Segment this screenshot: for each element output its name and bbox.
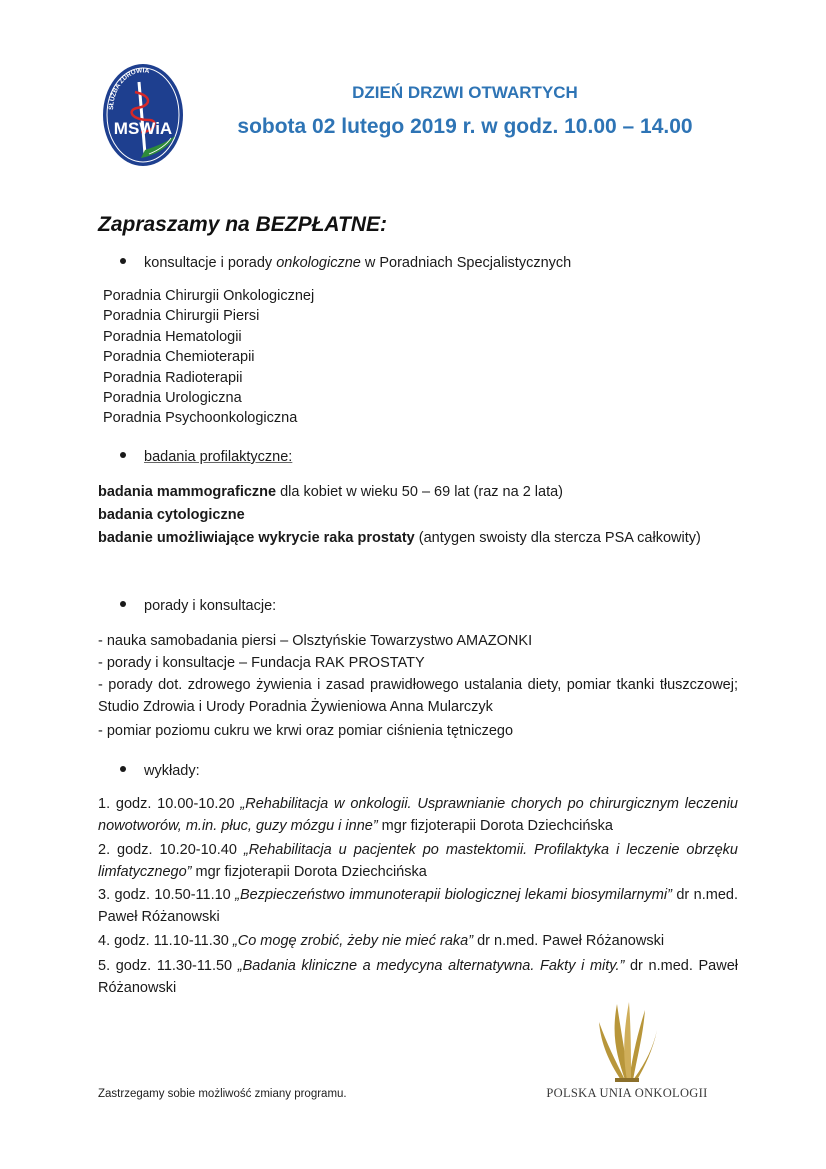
bullet-lectures xyxy=(120,763,200,779)
bullet-text: porady i konsultacje: xyxy=(144,598,277,614)
clinic-item: Poradnia Hematologii xyxy=(103,328,242,345)
flame-logo-icon xyxy=(537,996,717,1084)
bullet-consultations xyxy=(120,255,571,271)
screening-mammography xyxy=(98,481,738,503)
lecture-time: 5. godz. 11.30-11.50 xyxy=(98,958,238,974)
puo-caption: POLSKA UNIA ONKOLOGII xyxy=(546,1086,708,1100)
lecture-title: „Bezpieczeństwo immunoterapii biologicznej lekami biosymilarnymi” xyxy=(235,887,672,903)
advice-item: - nauka samobadania piersi – Olsztyńskie Towarzystwo AMAZONKI xyxy=(98,633,533,649)
bullet-emphasis: onkologiczne xyxy=(276,255,361,271)
lecture-speaker: dr n.med. Paweł Różanowski xyxy=(98,958,738,996)
clinic-item: Poradnia Chirurgii Piersi xyxy=(103,308,260,325)
screening-name: badania mammograficzne xyxy=(98,484,277,500)
screening-cytology xyxy=(98,504,738,526)
lecture-title: „Co mogę zrobić, żeby nie mieć raka” xyxy=(232,933,474,949)
event-title: DZIEŃ DRZWI OTWARTYCH xyxy=(352,83,578,102)
screening-prostate xyxy=(98,527,738,549)
lecture-time: 3. godz. 10.50-11.10 xyxy=(98,887,236,903)
lecture-item xyxy=(98,884,738,928)
clinic-item: Poradnia Chemioterapii xyxy=(103,349,255,366)
bullet-dot-icon xyxy=(120,258,126,264)
bullet-dot-icon xyxy=(120,452,126,458)
lecture-time: 2. godz. 10.20-10.40 xyxy=(98,842,244,858)
bullet-text: konsultacje i porady xyxy=(144,255,277,271)
clinic-item: Poradnia Urologiczna xyxy=(103,390,242,407)
lecture-title: „Rehabilitacja u pacjentek po mastektomii. Profilaktyka i leczenie obrzęku limfatycznego” xyxy=(98,842,738,880)
mswia-emblem-icon xyxy=(101,62,185,168)
footer-note: Zastrzegamy sobie możliwość zmiany programu. xyxy=(98,1088,347,1100)
lecture-time: 4. godz. 11.10-11.30 xyxy=(98,933,233,949)
clinic-item: Poradnia Psychoonkologiczna xyxy=(103,410,298,427)
lecture-item xyxy=(98,839,738,883)
screening-name: badania cytologiczne xyxy=(98,507,245,523)
lecture-speaker: mgr fizjoterapii Dorota Dziechcińska xyxy=(191,864,427,880)
logo-brand-text: MSWiA xyxy=(113,119,173,138)
puo-logo xyxy=(537,996,717,1108)
lecture-item xyxy=(98,955,738,999)
lecture-time: 1. godz. 10.00-10.20 xyxy=(98,796,241,812)
invitation-heading: Zapraszamy na BEZPŁATNE: xyxy=(98,213,388,236)
advice-item: - porady dot. zdrowego żywienia i zasad prawidłowego ustalania diety, pomiar tkanki tłuszczowej; Studio Zdrowia i Urody Poradnia Żywieniowa Anna Mularczyk xyxy=(98,677,738,715)
bullet-dot-icon xyxy=(120,766,126,772)
lecture-speaker: dr n.med. Paweł Różanowski xyxy=(473,933,665,949)
lecture-title: „Rehabilitacja w onkologii. Usprawnianie chorych po chirurgicznym leczeniu nowotworów, m.in. płuc, guzy mózgu i inne” xyxy=(98,796,738,834)
event-date: sobota 02 lutego 2019 r. w godz. 10.00 – 14.00 xyxy=(237,115,693,138)
screening-detail: dla kobiet w wieku 50 – 69 lat (raz na 2 lata) xyxy=(276,484,564,500)
clinic-item: Poradnia Chirurgii Onkologicznej xyxy=(103,288,315,304)
bullet-advice xyxy=(120,598,276,614)
screening-detail: (antygen swoisty dla stercza PSA całkowity) xyxy=(414,530,701,546)
lecture-item xyxy=(98,930,738,952)
screening-name: badanie umożliwiające wykrycie raka prostaty xyxy=(98,530,415,546)
clinic-list xyxy=(103,286,314,429)
lecture-speaker: mgr fizjoterapii Dorota Dziechcińska xyxy=(377,818,613,834)
bullet-screenings xyxy=(120,449,292,465)
bullet-text: wykłady: xyxy=(144,763,200,779)
clinic-item: Poradnia Radioterapii xyxy=(103,369,243,386)
mswia-logo xyxy=(101,62,185,168)
lecture-title: „Badania kliniczne a medycyna alternatywna. Fakty i mity.” xyxy=(237,958,625,974)
bullet-text-end: w Poradniach Specjalistycznych xyxy=(360,255,572,271)
logo-arc-text: SŁUŻBA ZDROWIA xyxy=(107,67,150,111)
bullet-dot-icon xyxy=(120,601,126,607)
advice-item: - porady i konsultacje – Fundacja RAK PROSTATY xyxy=(98,655,425,671)
lecture-speaker: dr n.med. Paweł Różanowski xyxy=(98,887,738,925)
lecture-item xyxy=(98,793,738,837)
advice-item: - pomiar poziomu cukru we krwi oraz pomiar ciśnienia tętniczego xyxy=(98,723,514,739)
bullet-text: badania profilaktyczne: xyxy=(144,449,293,465)
